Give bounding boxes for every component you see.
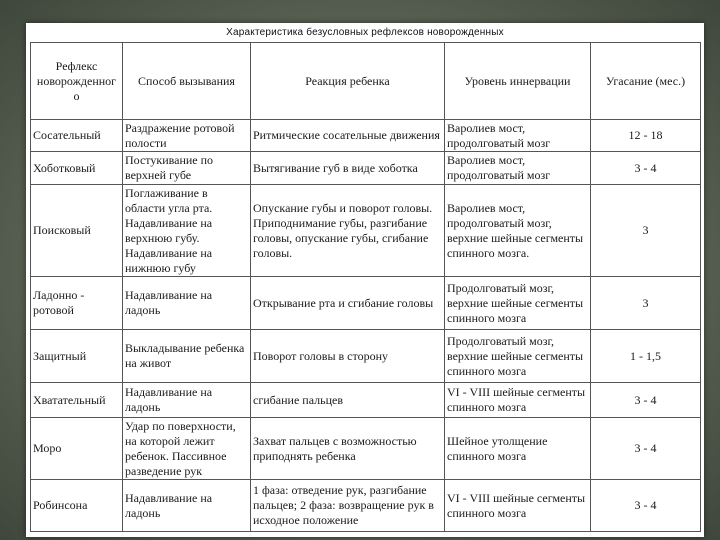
cell-innervation: VI - VIII шейные сегменты спинного мозга: [445, 480, 591, 532]
header-row: [31, 43, 701, 120]
header-method: Способ вызывания: [123, 43, 251, 120]
header-fading: Угасание (мес.): [591, 43, 701, 120]
table-row: [31, 152, 701, 185]
table-row: [31, 120, 701, 152]
cell-innervation: Варолиев мост, продолговатый мозг: [445, 152, 591, 185]
cell-reflex: Ладонно - ротовой: [31, 277, 123, 330]
cell-method: Выкладывание ребенка на живот: [123, 330, 251, 383]
table-row: [31, 277, 701, 330]
cell-method: Надавливание на ладонь: [123, 480, 251, 532]
table-row: [31, 383, 701, 418]
table-row: [31, 480, 701, 532]
cell-reaction: Захват пальцев с возможностью приподнять ребенка: [251, 418, 445, 480]
cell-reaction: сгибание пальцев: [251, 383, 445, 418]
cell-reflex: Робинсона: [31, 480, 123, 532]
cell-reflex: Защитный: [31, 330, 123, 383]
cell-innervation: Продолговатый мозг, верхние шейные сегменты спинного мозга: [445, 277, 591, 330]
cell-fading: 12 - 18: [591, 120, 701, 152]
cell-method: Поглаживание в области угла рта. Надавливание на верхнюю губу. Надавливание на нижнюю губу: [123, 185, 251, 277]
table-row: [31, 418, 701, 480]
cell-method: Удар по поверхности, на которой лежит ребенок. Пассивное разведение рук: [123, 418, 251, 480]
cell-method: Надавливание на ладонь: [123, 383, 251, 418]
header-reaction: Реакция ребенка: [251, 43, 445, 120]
cell-reflex: Моро: [31, 418, 123, 480]
cell-reflex: Сосательный: [31, 120, 123, 152]
cell-reaction: Опускание губы и поворот головы. Приподнимание губы, разгибание головы, опускание губы, сгибание головы.: [251, 185, 445, 277]
cell-reaction: 1 фаза: отведение рук, разгибание пальцев; 2 фаза: возвращение рук в исходное положение: [251, 480, 445, 532]
cell-fading: 3 - 4: [591, 152, 701, 185]
header-innervation: Уровень иннервации: [445, 43, 591, 120]
cell-fading: 1 - 1,5: [591, 330, 701, 383]
cell-fading: 3 - 4: [591, 480, 701, 532]
cell-innervation: Продолговатый мозг, верхние шейные сегменты спинного мозга: [445, 330, 591, 383]
document-title: Характеристика безусловных рефлексов новорожденных: [226, 27, 504, 38]
cell-fading: 3 - 4: [591, 418, 701, 480]
cell-reaction: Поворот головы в сторону: [251, 330, 445, 383]
cell-reflex: Поисковый: [31, 185, 123, 277]
cell-reaction: Вытягивание губ в виде хоботка: [251, 152, 445, 185]
cell-innervation: Варолиев мост, продолговатый мозг, верхние шейные сегменты спинного мозга.: [445, 185, 591, 277]
cell-innervation: Шейное утолщение спинного мозга: [445, 418, 591, 480]
cell-method: Надавливание на ладонь: [123, 277, 251, 330]
cell-reflex: Хватательный: [31, 383, 123, 418]
cell-reaction: Открывание рта и сгибание головы: [251, 277, 445, 330]
table-row: [31, 185, 701, 277]
cell-method: Постукивание по верхней губе: [123, 152, 251, 185]
cell-reaction: Ритмические сосательные движения: [251, 120, 445, 152]
cell-innervation: VI - VIII шейные сегменты спинного мозга: [445, 383, 591, 418]
cell-innervation: Варолиев мост, продолговатый мозг: [445, 120, 591, 152]
cell-reflex: Хоботковый: [31, 152, 123, 185]
reflex-table: [30, 42, 701, 532]
document-sheet: [26, 23, 704, 537]
cell-fading: 3 - 4: [591, 383, 701, 418]
cell-fading: 3: [591, 277, 701, 330]
cell-method: Раздражение ротовой полости: [123, 120, 251, 152]
table-row: [31, 330, 701, 383]
cell-fading: 3: [591, 185, 701, 277]
header-reflex: Рефлекс новорожденног о: [31, 43, 123, 120]
